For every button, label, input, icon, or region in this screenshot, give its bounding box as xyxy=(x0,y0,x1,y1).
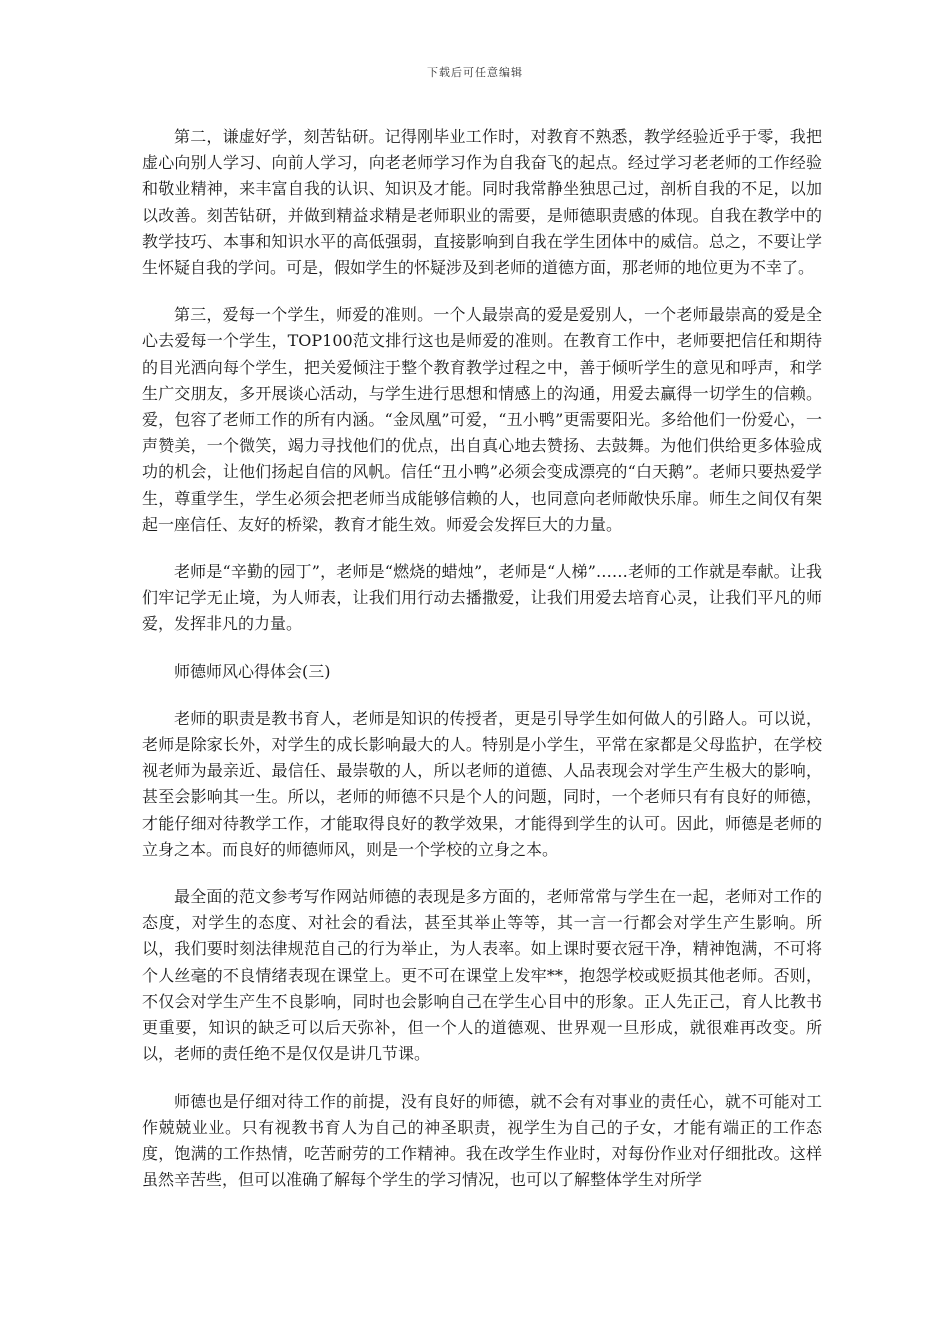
paragraph-modesty: 第二，谦虚好学，刻苦钻研。记得刚毕业工作时，对教育不熟悉，教学经验近乎于零，我把虚心向别人学习、向前人学习，向老老师学习作为自我奋飞的起点。经过学习老老师的工作经验和敬业精神，来丰富自我的认识、知识及才能。同时我常静坐独思己过，剖析自我的不足，以加以改善。刻苦钻研，并做到精益求精是老师职业的需要，是师德职责感的体现。自我在教学中的教学技巧、本事和知识水平的高低强弱，直接影响到自我在学生团体中的威信。总之，不要让学生怀疑自我的学问。可是，假如学生的怀疑涉及到老师的道德方面，那老师的地位更为不幸了。 xyxy=(142,127,822,278)
section-heading: 师德师风心得体会(三) xyxy=(174,661,331,681)
paragraph-love-students: 第三，爱每一个学生，师爱的准则。一个人最崇高的爱是爱别人，一个老师最崇高的爱是全心去爱每一个学生，TOP100范文排行这也是师爱的准则。在教育工作中，老师要把信任和期待的目光洒向每个学生，把关爱倾注于整个教育教学过程之中，善于倾听学生的意见和呼声，和学生广交朋友，多开展谈心活动，与学生进行思想和情感上的沟通，用爱去赢得一切学生的信赖。爱，包容了老师工作的所有内涵。“金凤凰”可爱，“丑小鸭”更需要阳光。多给他们一份爱心，一声赞美，一个微笑，竭力寻找他们的优点，出自真心地去赞扬、去鼓舞。为他们供给更多体验成功的机会，让他们扬起自信的风帆。信任“丑小鸭”必须会变成漂亮的“白天鹅”。老师只要热爱学生，尊重学生，学生必须会把老师当成能够信赖的人，也同意向老师敞快乐扉。师生之间仅有架起一座信任、友好的桥梁，教育才能生效。师爱会发挥巨大的力量。 xyxy=(142,305,822,534)
paragraph-teacher-duty: 老师的职责是教书育人，老师是知识的传授者，更是引导学生如何做人的引路人。可以说，老师是除家长外，对学生的成长影响最大的人。特别是小学生，平常在家都是父母监护，在学校视老师为最亲近、最信任、最崇敬的人，所以老师的道德、人品表现会对学生产生极大的影响，甚至会影响其一生。所以，老师的师德不只是个人的问题，同时，一个老师只有有良好的师德，才能仔细对待教学工作，才能取得良好的教学效果，才能得到学生的认可。因此，师德是老师的立身之本。而良好的师德师风，则是一个学校的立身之本。 xyxy=(142,708,822,859)
paragraph-teacher-dedication: 老师是“辛勤的园丁”，老师是“燃烧的蜡烛”，老师是“人梯”……老师的工作就是奉献。让我们牢记学无止境，为人师表，让我们用行动去播撒爱，让我们用爱去培育心灵，让我们平凡的师爱，发挥非凡的力量。 xyxy=(142,562,822,634)
page-header: 下载后可任意编辑 xyxy=(427,66,523,79)
paragraph-teacher-conduct: 最全面的范文参考写作网站师德的表现是多方面的，老师常常与学生在一起，老师对工作的态度，对学生的态度、对社会的看法，甚至其举止等等，其一言一行都会对学生产生影响。所以，我们要时刻法律规范自己的行为举止，为人表率。如上课时要衣冠干净，精神饱满，不可将个人丝毫的不良情绪表现在课堂上。更不可在课堂上发牢**，抱怨学校或贬损其他老师。否则，不仅会对学生产生不良影响，同时也会影响自己在学生心目中的形象。正人先正己，育人比教书更重要，知识的缺乏可以后天弥补，但一个人的道德观、世界观一旦形成，就很难再改变。所以，老师的责任绝不是仅仅是讲几节课。 xyxy=(142,887,822,1064)
document-body xyxy=(142,124,822,1214)
paragraph-work-attitude: 师德也是仔细对待工作的前提，没有良好的师德，就不会有对事业的责任心，就不可能对工作兢兢业业。只有视教书育人为自己的神圣职责，视学生为自己的子女，才能有端正的工作态度，饱满的工作热情，吃苦耐劳的工作精神。我在改学生作业时，对每份作业对仔细批改。这样虽然辛苦些，但可以准确了解每个学生的学习情况，也可以了解整体学生对所学 xyxy=(142,1091,822,1190)
